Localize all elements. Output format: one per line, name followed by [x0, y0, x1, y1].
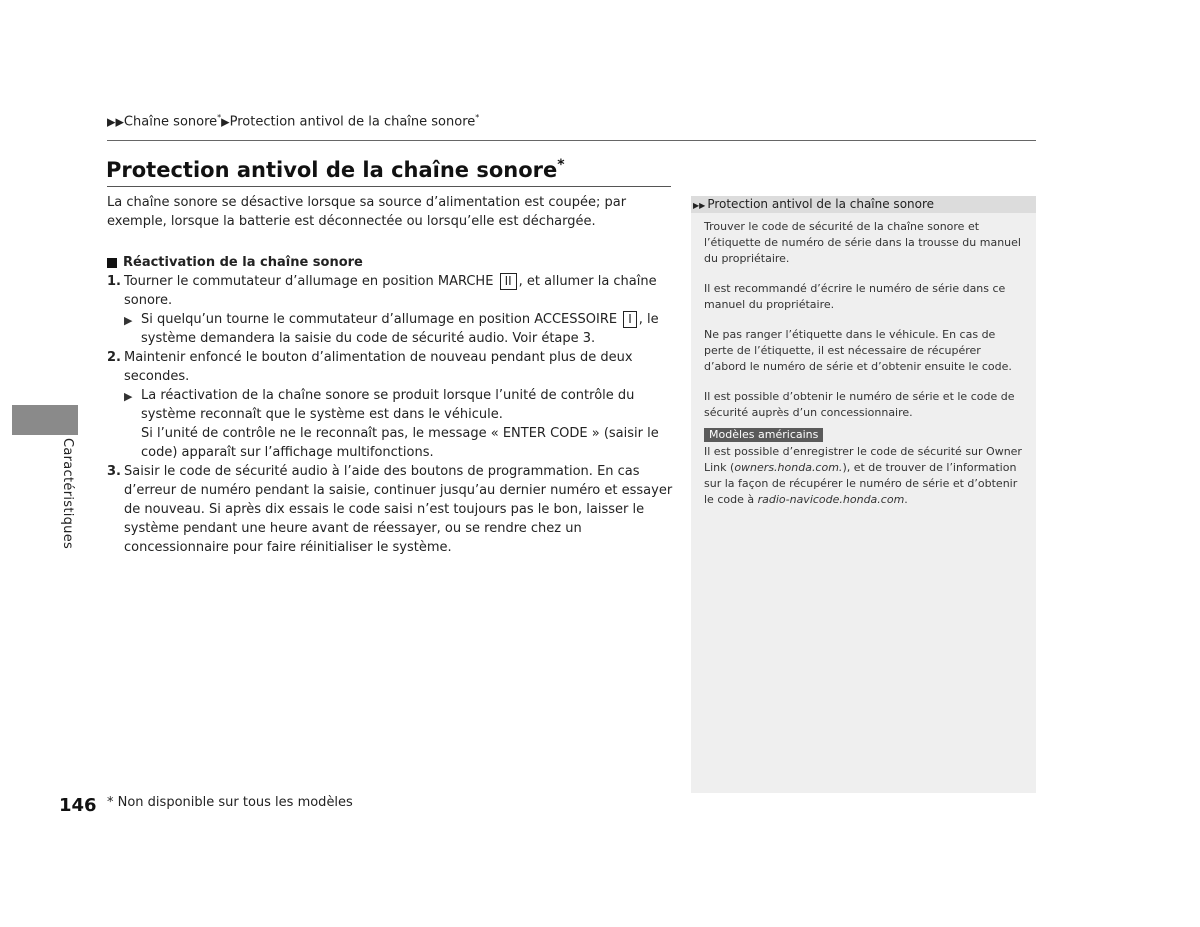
section-heading-text: Réactivation de la chaîne sonore	[123, 255, 363, 270]
note-arrow-icon: ▶	[124, 314, 133, 327]
breadcrumb-level1-mark: *	[217, 113, 222, 122]
breadcrumb-level2[interactable]: Protection antivol de la chaîne sonore	[229, 114, 476, 130]
breadcrumb-level2-mark: *	[475, 113, 480, 122]
step-2	[107, 348, 673, 386]
sidebar-body	[704, 219, 1026, 522]
sidebar-paragraph: Ne pas ranger l’étiquette dans le véhicule. En cas de perte de l’étiquette, il est nécessaire de récupérer d’abord le numéro de série et d’obtenir ensuite le code.	[704, 328, 1012, 373]
intro-paragraph: La chaîne sonore se désactive lorsque sa source d’alimentation est coupée; par exemple, lorsque la batterie est déconnectée ou lorsqu’elle est déchargée.	[107, 195, 627, 229]
chapter-tab[interactable]	[12, 405, 78, 435]
chapter-label: Caractéristiques	[60, 438, 75, 550]
sidebar-p5-b: ), et de trouver de l’information sur la façon de récupérer le numéro de série et d’obtenir le code à	[704, 461, 1018, 506]
step-text	[124, 272, 673, 310]
step-1	[107, 272, 673, 310]
step-1-note-a: Si quelqu’un tourne le commutateur d’allumage en position ACCESSOIRE	[141, 312, 618, 327]
sidebar-paragraph	[704, 444, 1026, 508]
step-1-note-b: , le système demandera la saisie du code de sécurité audio. Voir étape 3.	[141, 312, 659, 346]
step-1-note	[107, 310, 673, 348]
sidebar-paragraph: Trouver le code de sécurité de la chaîne sonore et l’étiquette de numéro de série dans la trousse du manuel du propriétaire.	[704, 220, 1021, 265]
radio-navicode-url[interactable]: radio-navicode.honda.com	[757, 493, 905, 506]
step-1-text-b: , et allumer la chaîne sonore.	[124, 274, 657, 308]
step-3	[107, 462, 673, 557]
sidebar-paragraph: Il est recommandé d’écrire le numéro de série dans ce manuel du propriétaire.	[704, 282, 1006, 311]
main-content	[107, 193, 673, 557]
step-2-note-2: Si l’unité de contrôle ne le reconnaît pas, le message « ENTER CODE » (saisir le code) apparaît sur l’affichage multifonctions.	[141, 426, 659, 460]
step-2-note-1: La réactivation de la chaîne sonore se produit lorsque l’unité de contrôle du système reconnaît que le système est dans le véhicule.	[141, 388, 635, 422]
square-bullet-icon	[107, 258, 117, 268]
sidebar-panel	[691, 196, 1036, 793]
title-divider	[107, 186, 671, 187]
reference-arrows-icon: ▶▶	[693, 201, 706, 210]
footnote: * Non disponible sur tous les modèles	[107, 795, 353, 810]
sidebar-p5-c: .	[904, 493, 908, 506]
header-divider	[107, 140, 1036, 141]
sidebar-title: Protection antivol de la chaîne sonore	[707, 197, 935, 211]
breadcrumb	[107, 113, 479, 129]
sidebar-p5-a: Il est possible d’enregistrer le code de sécurité sur Owner Link (	[704, 445, 1022, 474]
section-heading	[107, 253, 673, 272]
page-number: 146	[59, 795, 97, 816]
sidebar-paragraph: Il est possible d’obtenir le numéro de série et le code de sécurité auprès d’un concessionnaire.	[704, 390, 1015, 419]
breadcrumb-separator-icon: ▶	[221, 115, 230, 129]
note-arrow-icon: ▶	[124, 390, 133, 403]
step-number: 2.	[107, 350, 121, 365]
ignition-on-key-icon: II	[500, 273, 517, 290]
breadcrumb-level1[interactable]: Chaîne sonore	[123, 114, 218, 130]
region-badge: Modèles américains	[704, 428, 823, 442]
sidebar-header	[691, 196, 1036, 213]
page-title-mark: *	[557, 157, 565, 173]
page-title-text: Protection antivol de la chaîne sonore	[106, 158, 558, 182]
breadcrumb-arrows-icon: ▶▶	[107, 115, 124, 129]
step-number: 3.	[107, 464, 121, 479]
step-text: Saisir le code de sécurité audio à l’aide des boutons de programmation. En cas d’erreur de numéro pendant la saisie, continuer jusqu’au dernier numéro et essayer de nouveau. Si après dix essais le code saisi n’est toujours pas le bon, laisser le système pendant une heure avant de réessayer, ou se rendre chez un concessionnaire pour faire réinitialiser le système.	[124, 464, 673, 555]
step-1-text-a: Tourner le commutateur d’allumage en position MARCHE	[124, 274, 494, 289]
ignition-accessory-key-icon: I	[623, 311, 637, 328]
step-text: Maintenir enfoncé le bouton d’alimentation de nouveau pendant plus de deux secondes.	[124, 350, 633, 384]
page-title	[106, 157, 565, 182]
step-2-note	[107, 386, 673, 462]
step-number: 1.	[107, 274, 121, 289]
owner-link-url[interactable]: owners.honda.com.	[734, 461, 843, 474]
